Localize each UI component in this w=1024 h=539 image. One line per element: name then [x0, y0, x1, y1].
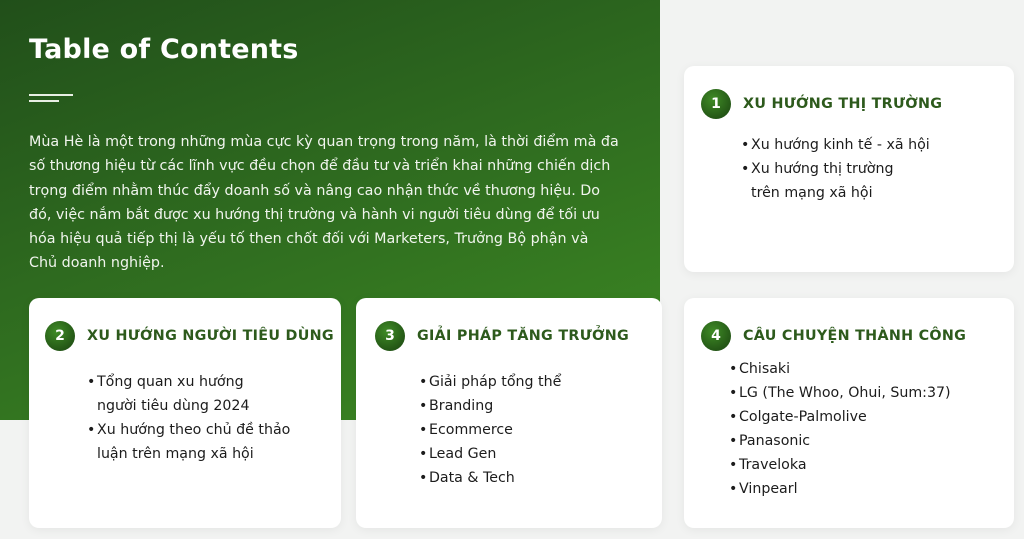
list-item: • Xu hướng kinh tế - xã hội: [741, 133, 1001, 157]
list-item: • Lead Gen: [419, 442, 649, 466]
list-item: • Tổng quan xu hướng người tiêu dùng 2024: [87, 370, 262, 418]
section-item-list: [729, 357, 1009, 501]
section-header: [701, 321, 966, 351]
list-item: • Xu hướng thị trường trên mạng xã hội: [741, 157, 911, 205]
section-number-badge: 1: [701, 89, 731, 119]
list-item: • LG (The Whoo, Ohui, Sum:37): [729, 381, 1009, 405]
list-item: • Traveloka: [729, 453, 1009, 477]
section-header: [45, 321, 334, 351]
section-item-list: [419, 370, 649, 490]
list-item: • Colgate-Palmolive: [729, 405, 1009, 429]
title-underline: [29, 94, 73, 103]
section-card-3[interactable]: [356, 298, 662, 528]
section-item-list: [741, 133, 1001, 205]
page-title: Table of Contents: [29, 34, 299, 65]
list-item: • Panasonic: [729, 429, 1009, 453]
section-card-2[interactable]: [29, 298, 341, 528]
intro-paragraph: Mùa Hè là một trong những mùa cực kỳ quan trọng trong năm, là thời điểm mà đa số thương hiệu từ các lĩnh vực đều chọn để đầu tư và triển khai những chiến dịch trọng điểm nhằm thúc đẩy doanh số và nâng cao nhận thức về thương hiệu. Do đó, việc nắm bắt được xu hướng thị trường và hành vi người tiêu dùng để tối ưu hóa hiệu quả tiếp thị là yếu tố then chốt đối với Marketers, Trưởng Bộ phận và Chủ doanh nghiệp.: [29, 134, 619, 272]
list-item: • Chisaki: [729, 357, 1009, 381]
section-header: [701, 89, 942, 119]
list-item: • Vinpearl: [729, 477, 1009, 501]
list-item: • Data & Tech: [419, 466, 649, 490]
section-card-4[interactable]: [684, 298, 1014, 528]
section-title: XU HƯỚNG THỊ TRƯỜNG: [743, 96, 943, 112]
list-item: • Xu hướng theo chủ đề thảo luận trên mạng xã hội: [87, 418, 312, 466]
section-item-list: [87, 370, 332, 466]
section-number-badge: 4: [701, 321, 731, 351]
section-card-1[interactable]: [684, 66, 1014, 272]
list-item: • Ecommerce: [419, 418, 649, 442]
section-title: CÂU CHUYỆN THÀNH CÔNG: [743, 328, 967, 344]
section-number-badge: 2: [45, 321, 75, 351]
list-item: • Giải pháp tổng thể: [419, 370, 649, 394]
section-header: [375, 321, 629, 351]
list-item: • Branding: [419, 394, 649, 418]
section-title: XU HƯỚNG NGƯỜI TIÊU DÙNG: [87, 328, 334, 344]
section-title: GIẢI PHÁP TĂNG TRƯỞNG: [417, 328, 630, 344]
section-number-badge: 3: [375, 321, 405, 351]
